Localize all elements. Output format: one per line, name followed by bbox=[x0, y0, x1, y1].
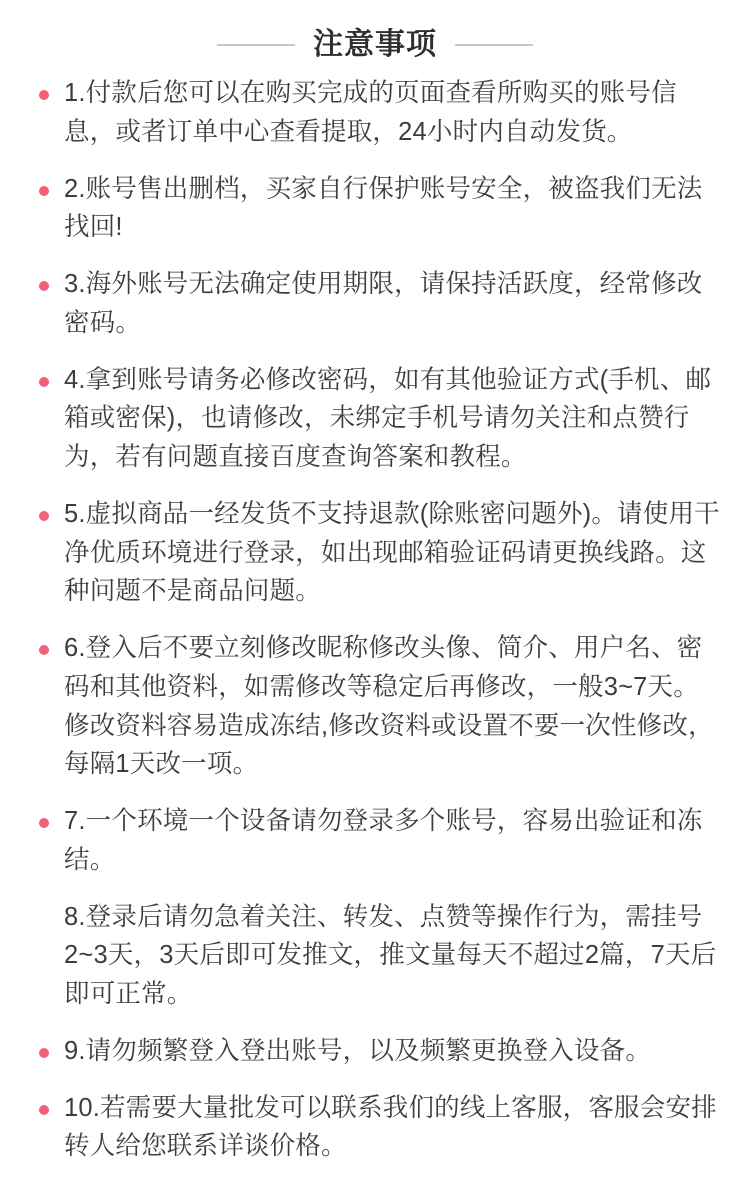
list-item bbox=[34, 1089, 722, 1167]
bullet-icon bbox=[39, 1048, 49, 1058]
list-item bbox=[34, 361, 722, 477]
list-item-text: 3.海外账号无法确定使用期限，请保持活跃度，经常修改密码。 bbox=[64, 270, 703, 337]
list-item-text: 2.账号售出删档，买家自行保护账号安全，被盗我们无法找回! bbox=[64, 174, 703, 242]
list-item bbox=[34, 802, 722, 880]
list-item bbox=[34, 74, 722, 152]
list-item-text: 1.付款后您可以在购买完成的页面查看所购买的账号信息，或者订单中心查看提取，24小时内自动发货。 bbox=[64, 79, 677, 146]
bullet-icon bbox=[39, 818, 49, 828]
list-item bbox=[34, 495, 722, 611]
list-item bbox=[34, 898, 722, 1014]
list-item-text: 4.拿到账号请务必修改密码，如有其他验证方式(手机、邮箱或密保)，也请修改，未绑定手机号请勿关注和点赞行为，若有问题直接百度查询答案和教程。 bbox=[64, 365, 712, 471]
list-item-text: 8.登录后请勿急着关注、转发、点赞等操作行为，需挂号2~3天，3天后即可发推文，推文量每天不超过2篇，7天后即可正常。 bbox=[64, 902, 717, 1008]
list-item-text: 10.若需要大量批发可以联系我们的线上客服，客服会安排转人给您联系详谈价格。 bbox=[64, 1093, 717, 1161]
list-item bbox=[34, 170, 722, 248]
notice-list bbox=[0, 74, 750, 1166]
bullet-icon bbox=[39, 645, 49, 655]
bullet-icon bbox=[39, 1105, 49, 1115]
page-title: 注意事项 bbox=[313, 28, 437, 61]
list-item bbox=[34, 265, 722, 343]
bullet-icon bbox=[39, 377, 49, 387]
bullet-icon bbox=[39, 186, 49, 196]
list-item-text: 6.登入后不要立刻修改昵称修改头像、简介、用户名、密码和其他资料，如需修改等稳定后再修改，一般3~7天。修改资料容易造成冻结,修改资料或设置不要一次性修改，每隔1天改一项。 bbox=[64, 634, 714, 779]
list-item-text: 5.虚拟商品一经发货不支持退款(除账密问题外)。请使用干净优质环境进行登录，如出现邮箱验证码请更换线路。这种问题不是商品问题。 bbox=[64, 499, 720, 606]
list-item bbox=[34, 1032, 722, 1071]
header-rule-right bbox=[455, 44, 533, 46]
list-item bbox=[34, 629, 722, 784]
bullet-icon bbox=[39, 281, 49, 291]
header-rule-left bbox=[217, 44, 295, 46]
page-header bbox=[0, 0, 750, 74]
bullet-icon bbox=[39, 511, 49, 521]
list-item-text: 9.请勿频繁登入登出账号，以及频繁更换登入设备。 bbox=[64, 1036, 652, 1065]
bullet-icon bbox=[39, 90, 49, 100]
list-item-text: 7.一个环境一个设备请勿登录多个账号，容易出验证和冻结。 bbox=[64, 807, 703, 874]
